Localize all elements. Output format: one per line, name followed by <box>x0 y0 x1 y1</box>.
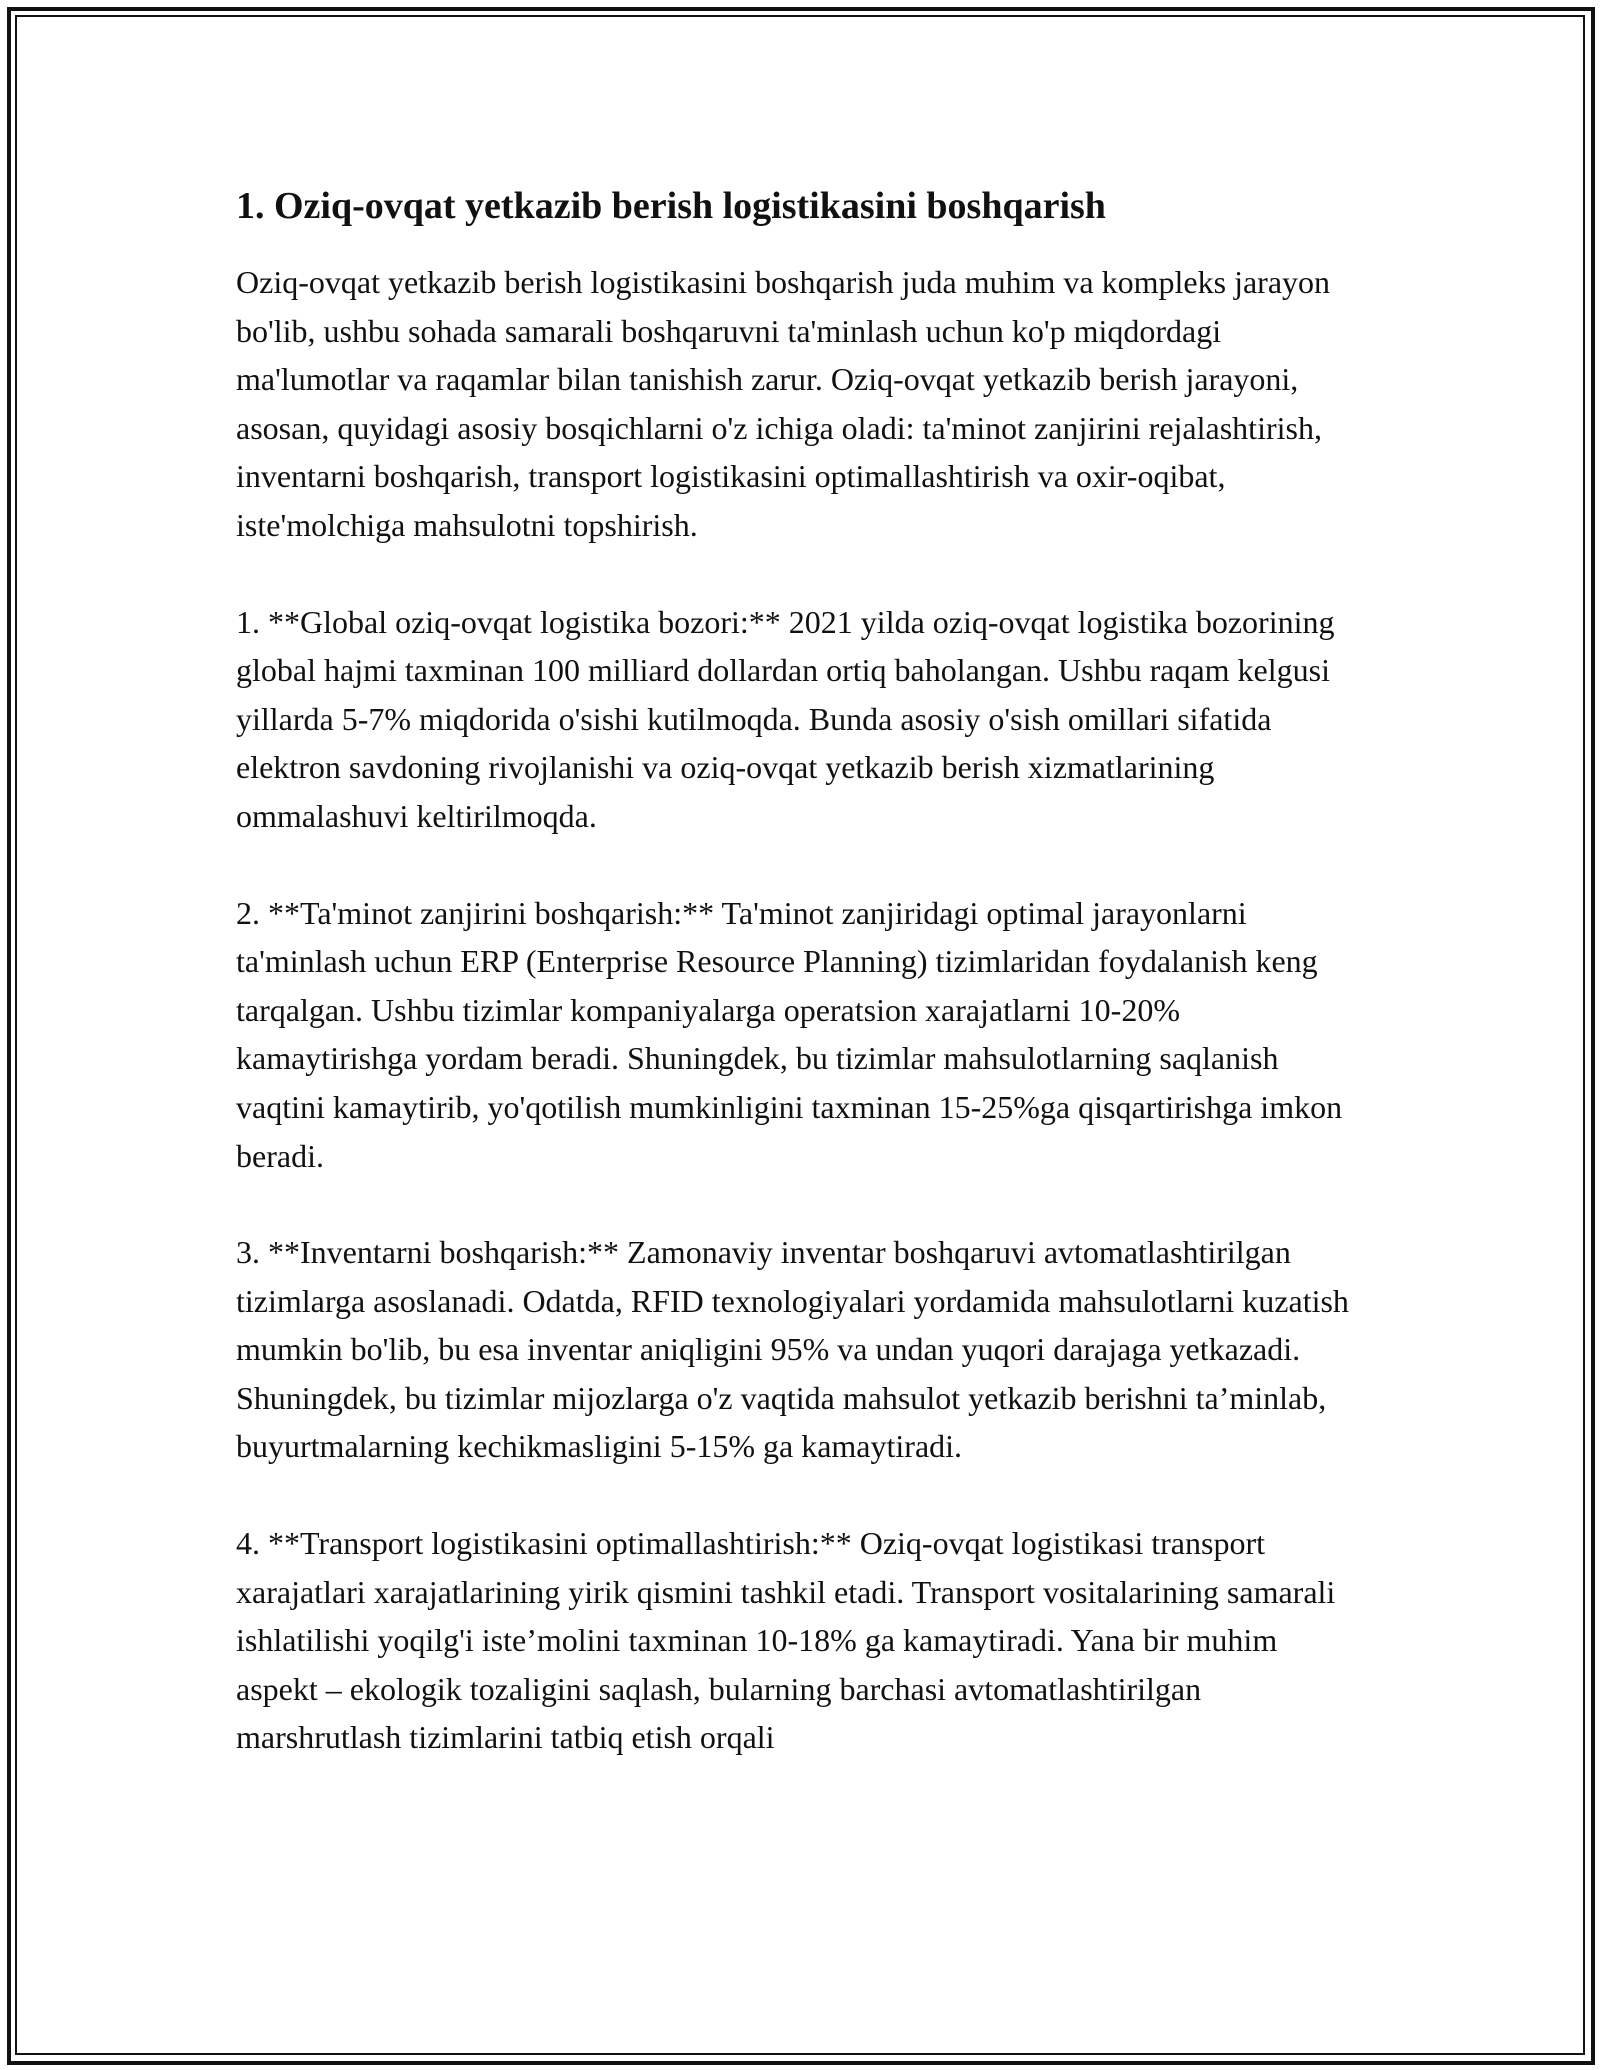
list-item-global-market: 1. **Global oziq-ovqat logistika bozori:** 2021 yilda oziq-ovqat logistika bozorining global hajmi taxminan 100 milliard dollardan ortiq baholangan. Ushbu raqam kelgusi yillarda 5-7% miqdorida o'sishi kutilmoqda. Bunda asosiy o'sish omillari sifatida elektron savdoning rivojlanishi va oziq-ovqat yetkazib berish xizmatlarining ommalashuvi keltirilmoqda. <box>236 603 1335 834</box>
document-body <box>236 182 1366 1762</box>
list-item-transport: 4. **Transport logistikasini optimallashtirish:** Oziq-ovqat logistikasi transport xarajatlari xarajatlarining yirik qismini tashkil etadi. Transport vositalarining samarali ishlatilishi yoqilg'i iste’molini taxminan 10-18% ga kamaytiradi. Yana bir muhim aspekt – ekologik tozaligini saqlash, bularning barchasi avtomatlashtirilgan marshrutlash tizimlarini tatbiq etish orqali <box>236 1525 1336 1756</box>
list-item-supply-chain: 2. **Ta'minot zanjirini boshqarish:** Ta'minot zanjiridagi optimal jarayonlarni ta'minlash uchun ERP (Enterprise Resource Planning) tizimlaridan foydalanish keng tarqalgan. Ushbu tizimlar kompaniyalarga operatsion xarajatlarni 10-20% kamaytirishga yordam beradi. Shuningdek, bu tizimlar mahsulotlarning saqlanish vaqtini kamaytirib, yo'qotilish mumkinligini taxminan 15-25%ga qisqartirishga imkon beradi. <box>236 894 1343 1174</box>
list-item-inventory: 3. **Inventarni boshqarish:** Zamonaviy inventar boshqaruvi avtomatlashtirilgan tizimlarga asoslanadi. Odatda, RFID texnologiyalari yordamida mahsulotlarni kuzatish mumkin bo'lib, bu esa inventar aniqligini 95% va undan yuqori darajaga yetkazadi. Shuningdek, bu tizimlar mijozlarga o'z vaqtida mahsulot yetkazib berishni ta’minlab, buyurtmalarning kechikmasligini 5-15% ga kamaytiradi. <box>236 1234 1349 1465</box>
intro-paragraph: Oziq-ovqat yetkazib berish logistikasini boshqarish juda muhim va kompleks jarayon bo'lib, ushbu sohada samarali boshqaruvni ta'minlash uchun ko'p miqdordagi ma'lumotlar va raqamlar bilan tanishish zarur. Oziq-ovqat yetkazib berish jarayoni, asosan, quyidagi asosiy bosqichlarni o'z ichiga oladi: ta'minot zanjirini rejalashtirish, inventarni boshqarish, transport logistikasini optimallashtirish va oxir-oqibat, iste'molchiga mahsulotni topshirish. <box>236 264 1331 543</box>
section-heading: 1. Oziq-ovqat yetkazib berish logistikasini boshqarish <box>236 185 1106 227</box>
